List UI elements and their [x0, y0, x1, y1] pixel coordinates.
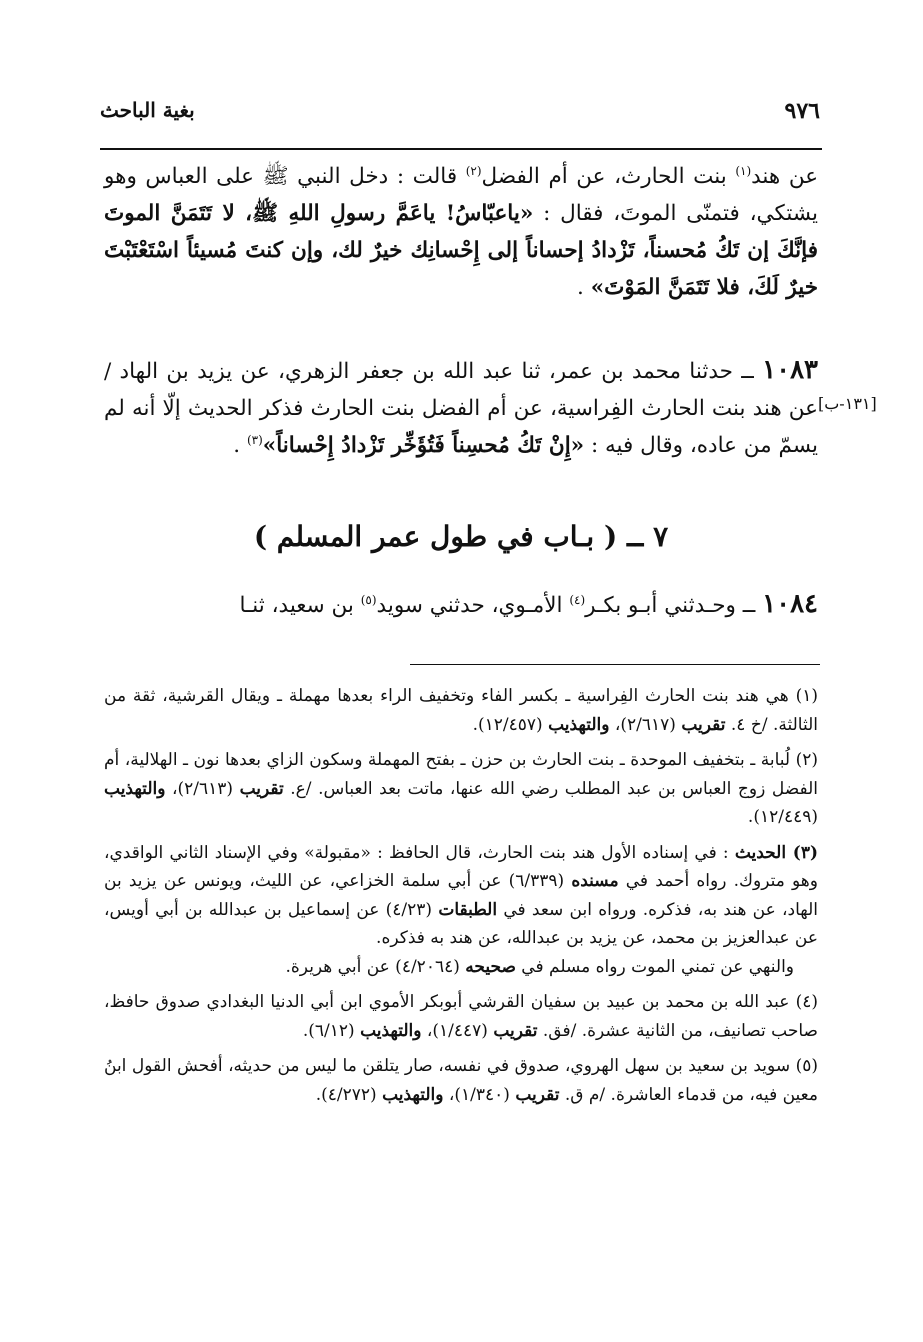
- text: عن هند: [751, 164, 819, 189]
- source-name: تقريب: [515, 1084, 560, 1105]
- hadith-number: ١٠٨٣: [762, 355, 818, 385]
- text: .: [233, 433, 247, 458]
- page-header: [100, 98, 820, 128]
- header-divider: [100, 148, 822, 150]
- hadith-matn: «ياعبّاسُ! ياعَمَّ رسولِ اللهِ ﷺ، لا تَتَمَنَّ الموتَ فإنَّكَ إن تَكُ مُحسناً، تَزْدادُ إحساناً إلى إِحْسانِك خيرٌ لك، وإن كنتَ مُسيئاً اسْتَعْتَبْتَ خيرٌ لَكَ، فلا تَتَمَنَّ المَوْتَ»: [104, 201, 818, 300]
- footnote-3: [104, 839, 818, 982]
- text: (٦/١٢).: [302, 1020, 361, 1041]
- footnote-ref-2: (٢): [465, 163, 482, 178]
- source-name: والتهذيب: [382, 1084, 444, 1105]
- hadith-1084: [104, 586, 818, 624]
- text: (١٢/٤٥٧).: [472, 714, 549, 735]
- footnote-ref-1: (١): [735, 163, 752, 178]
- source-name: مسنده: [571, 871, 619, 891]
- manuscript-folio-note: [١٣١-ب]: [818, 394, 877, 413]
- footnote-5: [104, 1052, 818, 1109]
- footnote-ref-4: (٤): [569, 592, 586, 607]
- text: (٥) سويد بن سعيد بن سهل الهروي، صدوق في نفسه، صار يتلقن ما ليس من حديثه، أفحش القول ابنُ معين فيه، من قدماء العاشرة. /م ق.: [104, 1056, 818, 1105]
- source-name: الطبقات: [438, 899, 498, 920]
- chapter-heading: ٧ ــ ( بـاب في طول عمر المسلم ): [253, 520, 669, 553]
- footnote-paragraph: [104, 839, 818, 953]
- footnote-4: [104, 988, 818, 1045]
- source-name: والتهذيب: [548, 714, 610, 735]
- text: الأمـوي، حدثني سويد: [376, 593, 570, 618]
- footnote-2: [104, 746, 818, 832]
- text: (٢/٦١٧)،: [609, 714, 682, 735]
- page-number: ٩٧٦: [784, 98, 820, 124]
- text: ــ وحـدثني أبـو بكـر: [585, 593, 763, 618]
- text: .: [577, 275, 591, 300]
- footnote-ref-5: (٥): [360, 592, 377, 607]
- text: : في إسناده الأول هند بنت الحارث، قال الحافظ : «مقبولة» وفي الإسناد الثاني الواقدي، وهو متروك. رواه أحمد في: [104, 842, 818, 891]
- text: (٦/٣٣٩) عن أبي سلمة الخزاعي، عن الليث، ويونس عن يزيد بن الهاد، عن هند به، فذكره. ورواه ابن سعد في: [104, 871, 818, 920]
- footnote-1: [104, 682, 818, 739]
- source-name: والتهذيب: [104, 778, 166, 799]
- text: (١/٤٤٧)،: [421, 1020, 494, 1041]
- source-name: تقريب: [493, 1020, 538, 1041]
- source-name: والتهذيب: [360, 1020, 422, 1041]
- text: (١/٣٤٠)،: [443, 1084, 516, 1105]
- footnote-paragraph: [104, 953, 818, 982]
- text: بنت الحارث، عن أم الفضل: [481, 164, 736, 189]
- text: والنهي عن تمني الموت رواه مسلم في: [515, 956, 794, 977]
- text: ــ حدثنا محمد بن عمر، ثنا عبد الله بن جعفر الزهري، عن يزيد بن الهاد / عن هند بنت الحارث الفِراسية، عن أم الفضل بنت الحارث فذكر الحديث إلّا أنه لم يسمّ من عاده، وقال فيه :: [104, 359, 818, 458]
- text: بن سعيد، ثنـا: [239, 593, 361, 618]
- book-title: بغية الباحث: [100, 98, 195, 122]
- footnote-divider: [410, 664, 820, 665]
- source-name: تقريب: [681, 714, 726, 735]
- source-name: صحيحه: [465, 956, 516, 977]
- text: (٤) عبد الله بن محمد بن عبيد بن سفيان القرشي أبوبكر الأموي ابن أبي الدنيا البغدادي صدوق حافظ، صاحب تصانيف، من الثانية عشرة. /فق.: [104, 992, 818, 1041]
- footnote-ref-3: (٣): [246, 432, 263, 447]
- paragraph-hadith-continuation: [104, 158, 818, 306]
- footnotes: [104, 682, 818, 1116]
- text: (٢/٦١٣)،: [165, 778, 240, 799]
- text: (٤/٢٣) عن إسماعيل بن عبدالله بن أبي أويس، عن عبدالعزيز بن محمد، عن يزيد بن عبدالله، عن هند به فذكره.: [104, 899, 818, 948]
- hadith-matn: «إِنْ تَكُ مُحسِناً فَتُؤَخِّر تَزْدادُ إِحْساناً»: [262, 433, 585, 458]
- text: (٤/٢٧٢).: [315, 1084, 383, 1105]
- text: (١٢/٤٤٩).: [747, 807, 818, 827]
- source-name: تقريب: [239, 778, 284, 799]
- hadith-number: ١٠٨٤: [762, 589, 818, 619]
- text: (٢) لُبابة ـ بتخفيف الموحدة ـ بنت الحارث بن حزن ـ بفتح المهملة وسكون الزاي بعدها نون ـ الهلالية، أم الفضل زوج العباس بن عبد المطلب رضي الله عنها، ماتت بعد العباس. /ع.: [104, 750, 818, 799]
- text: (١) هي هند بنت الحارث الفِراسية ـ بكسر الفاء وتخفيف الراء بعدها مهملة ـ ويقال القرشية، ثقة من الثالثة. /خ ٤.: [104, 686, 818, 735]
- label: (٣) الحديث: [734, 842, 818, 863]
- text: قالت : دخل النبي ﷺ على العباس وهو يشتكي، فتمنّى الموتَ، فقال :: [104, 164, 818, 226]
- text: (٤/٢٠٦٤) عن أبي هريرة.: [285, 956, 466, 977]
- hadith-1083: [104, 352, 818, 464]
